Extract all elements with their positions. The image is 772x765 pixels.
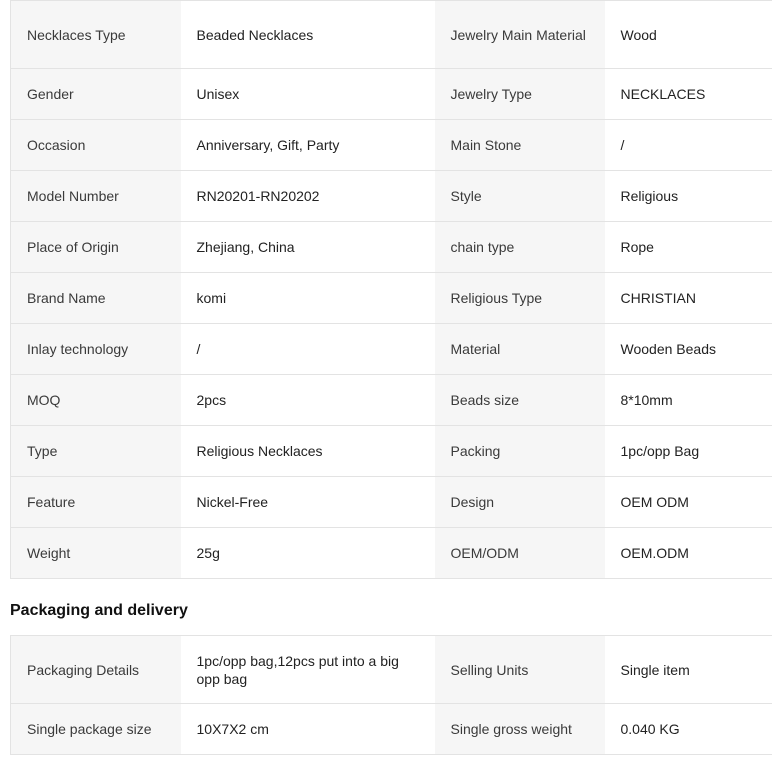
attribute-label: Selling Units (435, 636, 605, 704)
packaging-row (11, 636, 772, 704)
packaging-section-title: Packaging and delivery (10, 602, 188, 619)
attribute-label: Inlay technology (11, 324, 181, 375)
attribute-label: Weight (11, 528, 181, 579)
attribute-value: OEM ODM (605, 477, 772, 528)
attribute-label: OEM/ODM (435, 528, 605, 579)
attribute-value: Anniversary, Gift, Party (181, 120, 435, 171)
attribute-value: Nickel-Free (181, 477, 435, 528)
spec-row (11, 222, 772, 273)
attribute-label: Single gross weight (435, 704, 605, 755)
attribute-label: Model Number (11, 171, 181, 222)
attribute-label: Occasion (11, 120, 181, 171)
attribute-label: Packaging Details (11, 636, 181, 704)
spec-row (11, 375, 772, 426)
attribute-label: Jewelry Main Material (435, 1, 605, 69)
attribute-value: 25g (181, 528, 435, 579)
attribute-label: Necklaces Type (11, 1, 181, 69)
spec-row (11, 273, 772, 324)
attribute-value: Rope (605, 222, 772, 273)
attribute-label: Place of Origin (11, 222, 181, 273)
spec-row (11, 120, 772, 171)
attribute-value: 8*10mm (605, 375, 772, 426)
attribute-label: Main Stone (435, 120, 605, 171)
attribute-value: Zhejiang, China (181, 222, 435, 273)
attribute-label: MOQ (11, 375, 181, 426)
attribute-value: 2pcs (181, 375, 435, 426)
attribute-label: chain type (435, 222, 605, 273)
attribute-value: Unisex (181, 69, 435, 120)
spec-row (11, 426, 772, 477)
attribute-label: Feature (11, 477, 181, 528)
attribute-value: / (605, 120, 772, 171)
attribute-value: CHRISTIAN (605, 273, 772, 324)
attribute-label: Design (435, 477, 605, 528)
attribute-label: Brand Name (11, 273, 181, 324)
attribute-label: Style (435, 171, 605, 222)
spec-row (11, 1, 772, 69)
attribute-value: Religious Necklaces (181, 426, 435, 477)
attribute-value: Beaded Necklaces (181, 1, 435, 69)
spec-row (11, 528, 772, 579)
attribute-value: / (181, 324, 435, 375)
spec-row (11, 171, 772, 222)
attribute-value: 1pc/opp Bag (605, 426, 772, 477)
attribute-label: Gender (11, 69, 181, 120)
attribute-value: RN20201-RN20202 (181, 171, 435, 222)
attribute-label: Material (435, 324, 605, 375)
packaging-row (11, 704, 772, 755)
attribute-value: Religious (605, 171, 772, 222)
product-attributes-table (10, 0, 772, 579)
attribute-value: Wooden Beads (605, 324, 772, 375)
spec-row (11, 324, 772, 375)
attribute-label: Packing (435, 426, 605, 477)
attribute-label: Single package size (11, 704, 181, 755)
attribute-value: 10X7X2 cm (181, 704, 435, 755)
attribute-label: Jewelry Type (435, 69, 605, 120)
attribute-value: Wood (605, 1, 772, 69)
attribute-value: komi (181, 273, 435, 324)
attribute-label: Beads size (435, 375, 605, 426)
attribute-label: Type (11, 426, 181, 477)
spec-row (11, 477, 772, 528)
attribute-value: OEM.ODM (605, 528, 772, 579)
spec-row (11, 69, 772, 120)
attribute-value: NECKLACES (605, 69, 772, 120)
attribute-label: Religious Type (435, 273, 605, 324)
attribute-value: 0.040 KG (605, 704, 772, 755)
packaging-table (10, 635, 772, 755)
attribute-value: Single item (605, 636, 772, 704)
attribute-value: 1pc/opp bag,12pcs put into a big opp bag (181, 636, 435, 704)
